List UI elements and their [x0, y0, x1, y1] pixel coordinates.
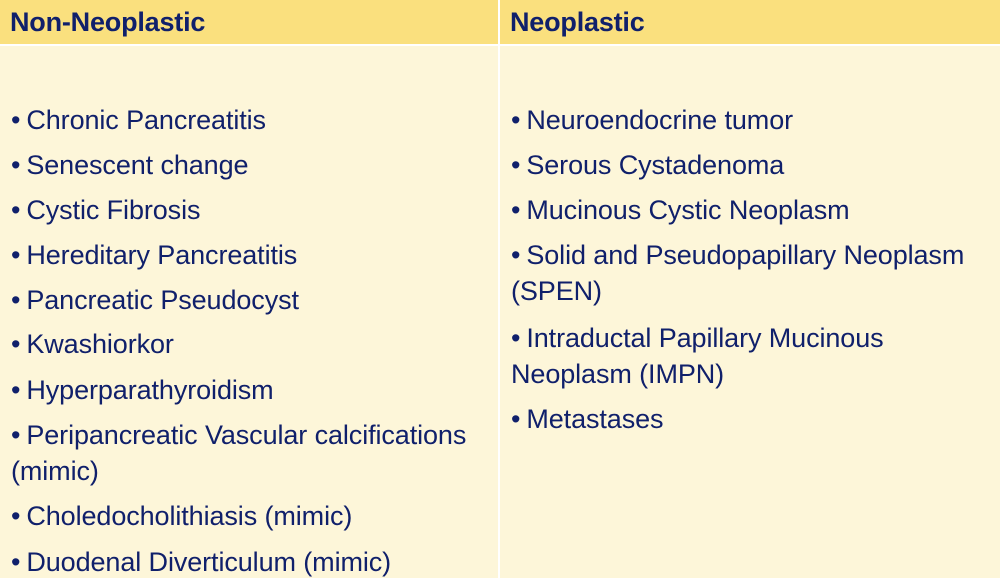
bullet: •: [511, 240, 521, 270]
list-item: [511, 320, 992, 392]
list-item: [511, 192, 992, 228]
list-item-text: Serous Cystadenoma: [526, 150, 785, 180]
list-item-text: Mucinous Cystic Neoplasm: [526, 195, 850, 225]
list-item: [511, 102, 992, 138]
neoplastic-header: [500, 0, 1000, 46]
list-item: [511, 237, 992, 309]
bullet: •: [11, 240, 21, 270]
bullet: •: [511, 195, 521, 225]
list-item: [11, 498, 490, 534]
list-item: [11, 372, 490, 408]
list-item-text: Chronic Pancreatitis: [26, 105, 266, 135]
bullet: •: [11, 105, 21, 135]
bullet: •: [11, 420, 21, 450]
list-item-text: Duodenal Diverticulum (mimic): [26, 547, 392, 577]
list-item: [11, 417, 490, 489]
bullet: •: [11, 195, 21, 225]
list-item: [11, 282, 490, 318]
list-item: [11, 147, 490, 183]
list-item: [11, 102, 490, 138]
bullet: •: [11, 547, 21, 577]
list-item-text: Choledocholithiasis (mimic): [26, 501, 353, 531]
list-item: [11, 192, 490, 228]
bullet: •: [11, 375, 21, 405]
bullet: •: [511, 323, 521, 353]
list-item-text: Peripancreatic Vascular calcifications (mimic): [11, 420, 467, 486]
bullet: •: [511, 404, 521, 434]
bullet: •: [11, 501, 21, 531]
list-item: [11, 326, 490, 362]
list-item: [11, 237, 490, 273]
list-item: [11, 544, 490, 580]
list-item-text: Hereditary Pancreatitis: [26, 240, 298, 270]
list-item: [511, 401, 992, 437]
list-item-text: Neuroendocrine tumor: [526, 105, 794, 135]
list-item-text: Kwashiorkor: [26, 329, 174, 359]
list-item-text: Senescent change: [26, 150, 249, 180]
list-item-text: Intraductal Papillary Mucinous Neoplasm (IMPN): [511, 323, 884, 389]
bullet: •: [511, 105, 521, 135]
non-neoplastic-header: [0, 0, 498, 46]
list-item-text: Solid and Pseudopapillary Neoplasm (SPEN): [511, 240, 965, 306]
bullet: •: [11, 329, 21, 359]
bullet: •: [511, 150, 521, 180]
neoplastic-header-text: Neoplastic: [510, 6, 645, 37]
neoplastic-column: [500, 0, 1000, 578]
list-item-text: Pancreatic Pseudocyst: [26, 285, 299, 315]
bullet: •: [11, 150, 21, 180]
bullet: •: [11, 285, 21, 315]
list-item-text: Cystic Fibrosis: [26, 195, 201, 225]
non-neoplastic-column: [0, 0, 500, 578]
non-neoplastic-header-text: Non-Neoplastic: [10, 6, 206, 37]
list-item-text: Metastases: [526, 404, 664, 434]
list-item: [511, 147, 992, 183]
list-item-text: Hyperparathyroidism: [26, 375, 274, 405]
